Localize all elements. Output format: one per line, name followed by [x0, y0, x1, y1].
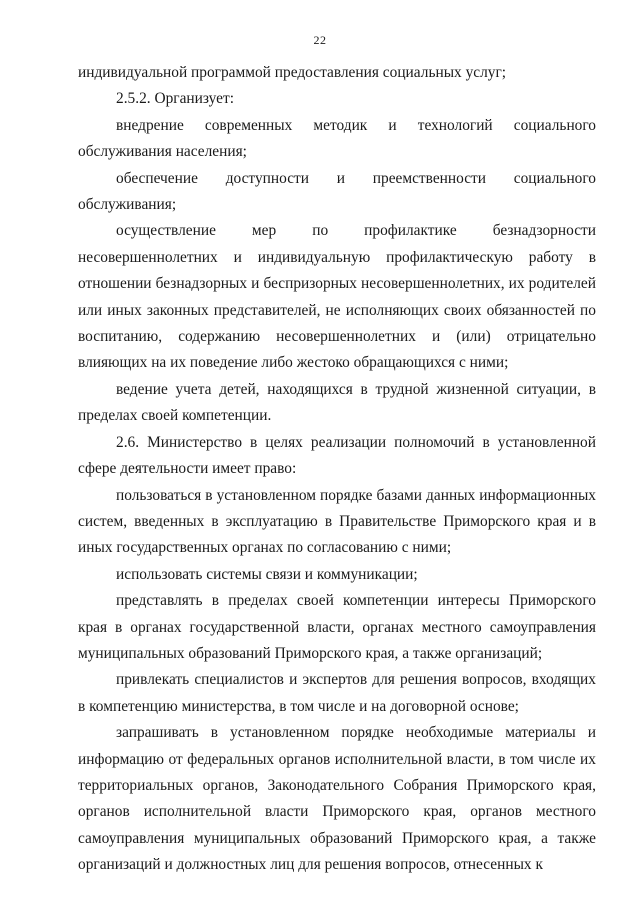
paragraph-section-2-5-2: 2.5.2. Организует:: [116, 90, 234, 108]
paragraph-continuation: индивидуальной программой предоставления социальных услуг;: [78, 64, 507, 81]
paragraph-children-registry: ведение учета детей, находящихся в трудной жизненной ситуации, в пределах своей компетенции.: [78, 380, 596, 425]
paragraph-requests: запрашивать в установленном порядке необходимые материалы и информацию от федеральных органов исполнительной власти, в том числе их территориальных органов, Законодательного Собрания Приморского края, органов исполнительной власти Приморского края, органов местного самоуправления муниципальных образований Приморского края, а также организаций и должностных лиц для решения вопросов, отнесенных к: [78, 724, 596, 874]
paragraph-representation: представлять в пределах своей компетенции интересы Приморского края в органах государственной власти, органах местного самоуправления муниципальных образований Приморского края, а также организаций;: [78, 592, 596, 662]
paragraph-section-2-6: 2.6. Министерство в целях реализации полномочий в установленной сфере деятельности имеет право:: [78, 433, 596, 478]
document-body: [78, 60, 596, 879]
paragraph-accessibility: обеспечение доступности и преемственности социального обслуживания;: [78, 169, 596, 214]
paragraph-databases: пользоваться в установленном порядке базами данных информационных систем, введенных в эксплуатацию в Правительстве Приморского края и в иных государственных органах по согласованию с ними;: [78, 486, 596, 557]
paragraph-communications: использовать системы связи и коммуникации;: [116, 565, 418, 583]
paragraph-prevention: осуществление мер по профилактике безнадзорности несовершеннолетних и индивидуальную профилактическую работу в отношении безнадзорных и беспризорных несовершеннолетних, их родителей или иных законных представителей, не исполняющих своих обязанностей по воспитанию, содержанию несовершеннолетних и (или) отрицательно влияющих на их поведение либо жестоко обращающихся с ними;: [78, 222, 596, 372]
paragraph-experts: привлекать специалистов и экспертов для решения вопросов, входящих в компетенцию министерства, в том числе и на договорной основе;: [78, 671, 596, 715]
paragraph-methods: внедрение современных методик и технологий социального обслуживания населения;: [78, 116, 596, 161]
page-number: 22: [313, 33, 327, 47]
